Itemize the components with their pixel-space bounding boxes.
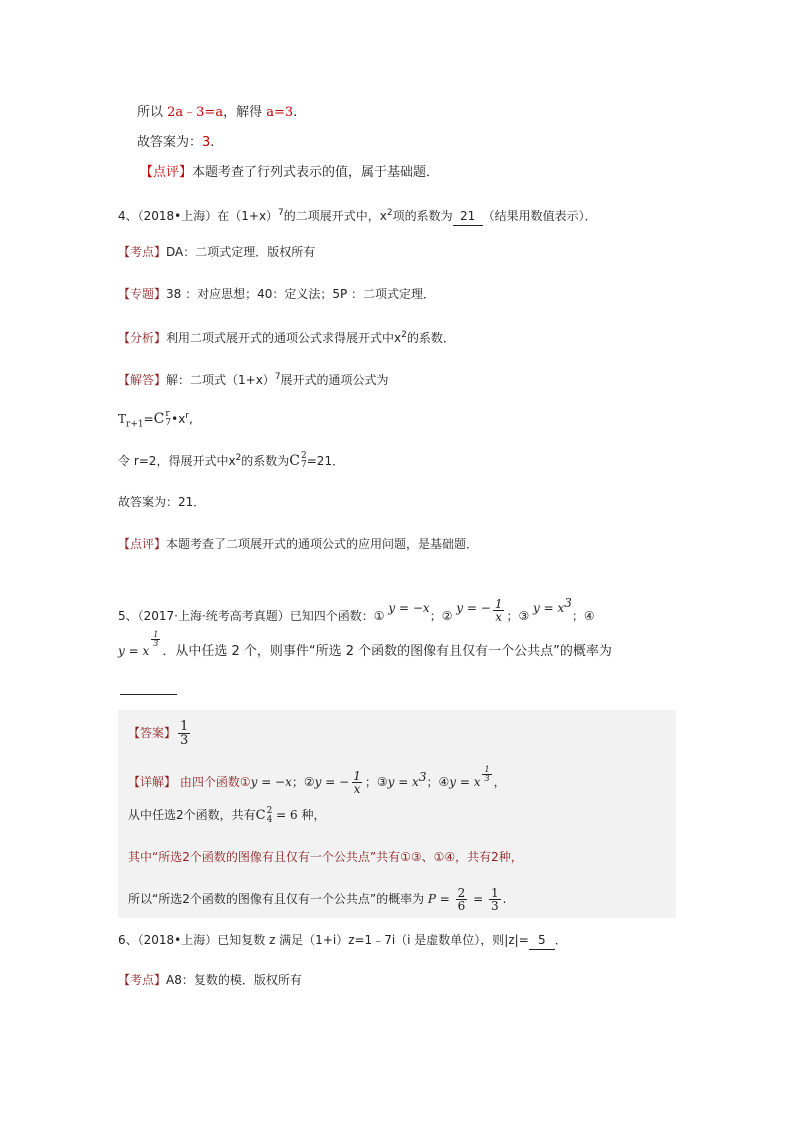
detail-tag: 【详解】 [128,775,177,789]
q5-cases: 其中“所选2个函数的图像有且仅有一个公共点”共有①③、①④，共有2种， [128,850,523,864]
prev-answer-line: 故答案为：3. [137,135,215,150]
q4-zhuanti: 【专题】38 ：对应思想；40：定义法；5P ：二项式定理． [118,287,436,301]
combination-symbol: C r 7 [153,409,172,428]
answer-tag: 【答案】 [128,726,177,740]
equation: 2a﹣3=a [167,105,224,120]
q4-fenxi: 【分析】利用二项式展开式的通项公式求得展开式中$x^2$的系数． [118,330,455,345]
q4-conclusion: 故答案为：21． [118,495,206,509]
combination-symbol: C 2 4 [255,806,273,825]
q6-answer-blank: 5 [529,931,555,950]
q5-probability: 所以“所选2个函数的图像有且仅有一个公共点”的概率为 P = $\frac{2}{6}$ = $\frac{1}{3}$ . [128,886,507,913]
q4-stem: 4、（2018•上海）在$(1+x)^7$的二项展开式中，$x^2$项的系数为 21 （结果用数值表示）． [118,204,597,226]
q5-count: 从中任选2个函数，共有 C 2 4 = 6 种， [128,806,326,825]
result: a=3 [266,105,294,120]
q5-answer: 【答案】 $\frac{1}{3}$ [128,719,189,748]
q4-dianping: 【点评】本题考查了二项展开式的通项公式的应用问题，是基础题． [118,537,479,551]
q4-substitute: 令 r=2，得展开式中$x^2$的系数为 C 2 7 =21． [118,451,345,470]
q5-detail: 【详解】 由四个函数①y = −x；②y = − $\frac{1}{x}$ ；③y = $x^3$；④y = x $\frac{1}{3}$ ， [128,765,506,796]
q5-stem-line2: y = x $\frac{1}{3}$ ．从中任选 2 个，则事件“所选 2 个函数的图像有且仅有一个公共点”的概率为 [118,630,612,659]
q6-kaodian: 【考点】A8：复数的模．版权所有 [118,973,302,987]
q4-answer-blank: 21 [453,207,483,226]
q4-jieda: 【解答】解：二项式$(1+x)^7$展开式的通项公式为 [118,372,389,387]
q6-stem: 6、（2018•上海）已知复数 z 满足（1+i）z=1﹣7i（i 是虚数单位），则|z|= 5 ． [118,931,567,950]
comment-tag: 【点评】 [140,165,193,180]
q4-general-term: $T_{r+1}=$ C r 7 $•x^r$, [118,409,193,430]
q5-answer-blank [120,694,177,695]
prev-comment: 【点评】本题考查了行列式表示的值，属于基础题． [140,165,440,180]
q5-stem-line1: 5、（2017·上海·统考高考真题）已知四个函数：① y = −x；② y = − $\frac{1}{x}$ ；③ $y = x^3$；④ [118,596,595,624]
q4-kaodian: 【考点】DA：二项式定理．版权所有 [118,245,316,259]
combination-symbol: C 2 7 [289,451,307,470]
prev-solution-line: 所以 2a﹣3=a，解得 a=3. [137,105,298,120]
